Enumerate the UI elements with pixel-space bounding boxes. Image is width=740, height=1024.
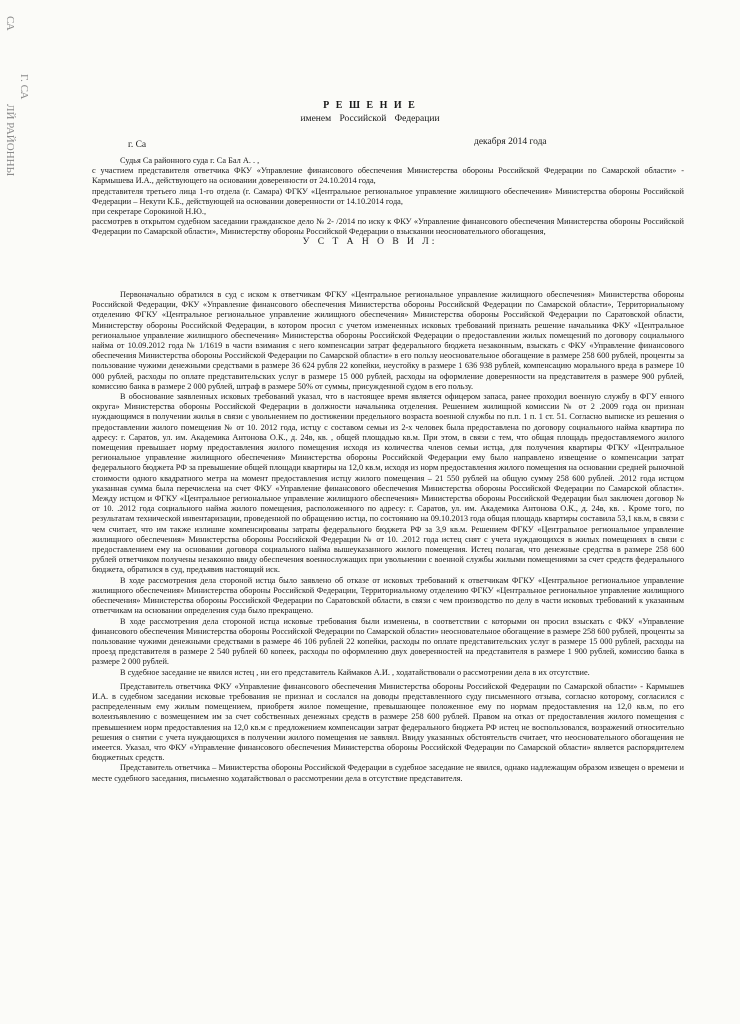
paragraph: В обоснование заявленных исковых требований указал, что в настоящее время является офицером запаса, ранее проходил военную службу в ФГУ енного округа» Министерства обороны Российской Федерации в должности начальника отделения. Решением жилищной комиссии № от 2 .2009 года он признан нуждающимся в получении жилья в связи с увольнением по достижении предельного возраста военной службы по п.п. 1 п. 1 ст. 51. Согласно выписке из решения о предоставлении жилого помещения № от 10. 2012 года, истцу с составом семьи из 2-х человек была предоставлена по договору социального найма квартира по адресу: г. Саратов, ул. им. Академика Антонова О.К., д. 24в, кв. , общей площадью кв.м. При этом, в связи с тем, что общая площадь предоставляемого жилого помещения превышает норму предоставления жилого помещения исходя из количества членов семьи истца, для получения квартиры ФГКУ «Центральное региональное управление жилищного обеспечения» Министерства обороны Российской Федерации ему было направлено извещение о компенсации затрат федерального бюджета РФ за превышение общей площади квартиры на 12,0 кв.м, исходя из норм предоставления жилого помещения на основании средней рыночной стоимости одного квадратного метра на момент предоставления истцу жилого помещения – 21 550 рублей на общую сумму 258 600 рублей. .2012 года истцом указанная сумма была перечислена на счет ФКУ «Управление финансового обеспечения Министерства обороны Российской Федерации по Самарской области». Между истцом и ФГКУ «Центральное региональное управление жилищного обеспечения» Министерства обороны Российской Федерации был заключен договор № от 10. .2012 года социального найма жилого помещения, расположенного по адресу: г. Саратов, ул. им. Академика Антонова О.К., д. 24в, кв. . Кроме того, по результатам технической инвентаризации, проведенной по обращению истца, по состоянию на 09.10.2013 года общая площадь квартиры составила 53,1 кв.м, в связи с чем считает, что им также излишне компенсированы затраты федерального бюджета РФ за 3,9 кв.м. Решением ФГКУ «Центральное региональное управление жилищного обеспечения» Министерства обороны Российской Федерации № от 10. .2012 года истец снят с учета нуждающихся в жилых помещениях в связи с предоставлением ему на основании договора социального найма вышеуказанного жилого помещения. Истец полагая, что денежные средства в размере 258 600 рублей ответчиком получены незаконно ввиду обеспечения военнослужащих при увольнении с военной службы жилыми помещениями за счет средств федерального бюджета, обратился в суд, предъявив настоящий иск. [92, 392, 684, 575]
judge-line: Судья Са районного суда г. Са Бал А. . , [120, 156, 260, 165]
paragraph: Представитель ответчика – Министерства обороны Российской Федерации в судебное заседание не явился, однако надлежащим образом извещен о времени и месте судебного заседания, письменно ходатайствовал о рассмотрении дела в отсутствие представителя. [92, 763, 684, 783]
document-date: декабря 2014 года [474, 137, 547, 147]
paragraph: Представитель ответчика ФКУ «Управление финансового обеспечения Министерства обороны Российской Федерации по Самарской области» - Кармышев И.А. в судебном заседании исковые требования не признал и сослался на доводы представленного суду письменного отзыва, согласно которому, согласился с распределенным ему жилым помещением, приобретя жилое помещение, превышающее положенное ему по нормам предоставления на 12,0 кв.м, по его волеизъявлению с возмещением им за счет собственных денежных средств в размере 258 600 рублей. Правом на отказ от предоставления жилого помещения с превышением норм предоставления на 12,0 кв.м с предложением компенсации затрат федерального бюджета РФ истец не воспользовался, возражений относительно решения о снятии с учета нуждающихся в получении жилого помещения не заявлял. Ввиду указанных обстоятельств считает, что неосновательного обогащения не имеется. Указал, что ФКУ «Управление финансового обеспечения Министерства обороны Российской Федерации по Самарской области» является распорядителем бюджетных средств. [92, 681, 684, 763]
case-description: рассмотрев в открытом судебном заседании гражданское дело № 2- /2014 по иску к ФКУ «Управление финансового обеспечения Министерства обороны Российской Федерации по Самарской области», Министерству обороны Российской Федерации о взыскании неосновательного обогащения, [92, 217, 684, 237]
stamp-line-1: СА [4, 16, 16, 31]
document-subtitle: именем Российской Федерации [300, 114, 440, 124]
document-title: Р Е Ш Е Н И Е [323, 100, 417, 111]
main-text [92, 290, 684, 784]
paragraph: В ходе рассмотрения дела стороной истца исковые требования были изменены, в соответствии с которыми он просил взыскать с ФКУ «Управление финансового обеспечения Министерства обороны Российской Федерации по Самарской области» неосновательное обогащение в размере 258 600 рублей, проценты за пользование чужими денежными средствами в размере 46 106 рублей 22 копейки, расходы по оплате представительских услуг в размере 15 000 рублей, расходы на проезд представителя в размере 2 540 рублей 60 копеек, расходы по оформлению двух доверенностей на представителя в размере 1 900 рублей, комиссию банка в размере 2 000 рублей. [92, 616, 684, 667]
document-place: г. Са [128, 140, 147, 150]
stamp-line-2: Г. СА [18, 74, 30, 100]
paragraph: В судебное заседание не явился истец , ни его представитель Каймаков А.И. , ходатайствовали о рассмотрении дела в их отсутствие. [120, 667, 590, 677]
paragraph: Первоначально обратился в суд с иском к ответчикам ФГКУ «Центральное региональное управление жилищного обеспечения» Министерства обороны Российской Федерации, ФКУ «Управление финансового обеспечения Министерства обороны Российской Федерации по Самарской области», Территориальному отделению ФГКУ «Центральное региональное управление жилищного обеспечения» Министерства обороны Российской Федерации по Саратовской области, Министерству обороны Российской Федерации, в котором просил с учетом измененных исковых требований признать решение начальника ФКУ «Центральное региональное управление жилищного обеспечения» Министерства обороны Российской Федерации о предоставлении жилых помещений по договору социального найма от 10.09.2012 года № 1/1619 в части взимания с него компенсации затрат федерального бюджета незаконным, взыскать с ФКУ «Управление финансового обеспечения Министерства обороны Российской Федерации по Самарской области» в его пользу неосновательное обогащение в размере 258 600 рублей, проценты за пользование чужими денежными средствами в размере 36 624 рубля 22 копейки, неустойку в размере 1 636 938 рублей, компенсацию морального вреда в размере 10 000 рублей, расходы по оплате представительских услуг в размере 15 000 рублей, расходы на оформление доверенности на представителя в размере 900 рублей, комиссию банка в размере 2 000 рублей, штраф в размере 50% от суммы, присужденной судом в его пользу. [92, 290, 684, 391]
intro-block [92, 156, 684, 238]
defendant-representative: с участием представителя ответчика ФКУ «Управление финансового обеспечения Министерства обороны Российской Федерации по Самарской области» - Кармышева И.А., действующего на основании доверенности от 24.10.2014 года, [92, 166, 684, 186]
section-heading: У С Т А Н О В И Л: [302, 237, 438, 247]
paragraph: В ходе рассмотрения дела стороной истца было заявлено об отказе от исковых требований к ответчикам ФГКУ «Центральное региональное управление жилищного обеспечения» Министерства обороны Российской Федерации, Территориальному отделению ФГКУ «Центральное региональное управление жилищного обеспечения» Министерства обороны Российской Федерации по Саратовской области, в связи с чем производство по делу в части исковых требований к указанным ответчикам на основании определения суда было прекращено. [92, 575, 684, 616]
secretary-line: при секретаре Сорокиной Н.Ю., [92, 207, 207, 217]
third-party-representative: представителя третьего лица 1-го отдела (г. Самара) ФГКУ «Центральное региональное управление жилищного обеспечения» Министерства обороны Российской Федерации – Некути К.Б., действующей на основании доверенности от 14.10.2014 года, [92, 186, 684, 206]
stamp-line-3: ЛЙ РАЙОННЫ [4, 104, 16, 177]
